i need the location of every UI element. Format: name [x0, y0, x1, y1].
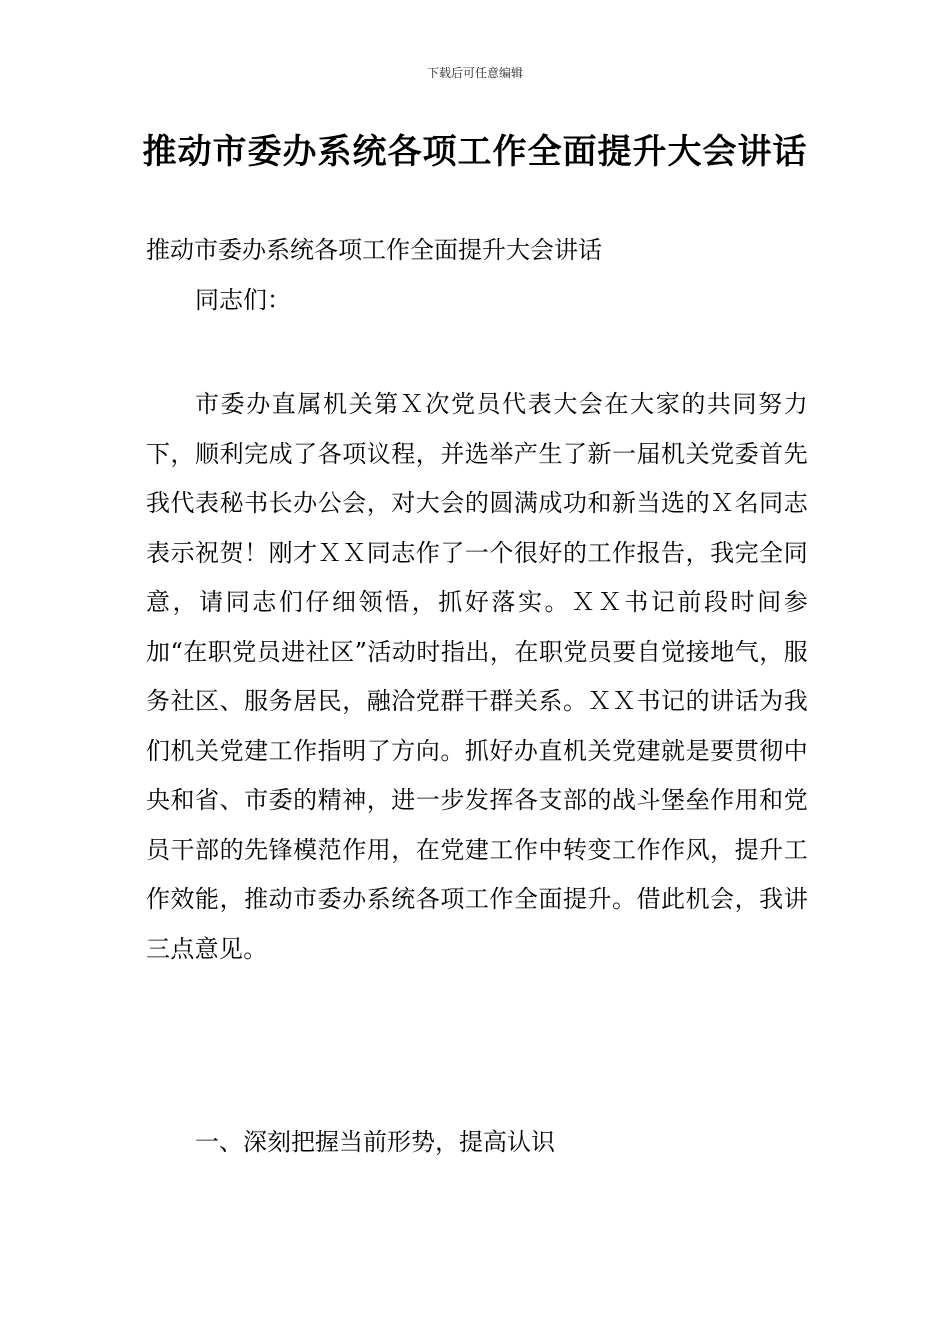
- document-subtitle: 推动市委办系统各项工作全面提升大会讲话: [146, 236, 602, 264]
- document-title: 推动市委办系统各项工作全面提升大会讲话: [142, 132, 808, 172]
- body-paragraph: 市委办直属机关第Ｘ次党员代表大会在大家的共同努力下，顺利完成了各项议程，并选举产生了新一届机关党委首先我代表秘书长办公会，对大会的圆满成功和新当选的Ｘ名同志表示祝贺！刚才ＸＸ同志作了一个很好的工作报告，我完全同意，请同志们仔细领悟，抓好落实。ＸＸ书记前段时间参加“在职党员进社区”活动时指出，在职党员要自觉接地气，服务社区、服务居民，融洽党群干群关系。ＸＸ书记的讲话为我们机关党建工作指明了方向。抓好办直机关党建就是要贯彻中央和省、市委的精神，进一步发挥各支部的战斗堡垒作用和党员干部的先锋模范作用，在党建工作中转变工作作风，提升工作效能，推动市委办系统各项工作全面提升。借此机会，我讲三点意见。: [146, 390, 808, 963]
- section-heading: 一、深刻把握当前形势，提高认识: [195, 1128, 555, 1156]
- header-note: 下载后可任意编辑: [426, 66, 523, 80]
- salutation: 同志们：: [195, 286, 291, 314]
